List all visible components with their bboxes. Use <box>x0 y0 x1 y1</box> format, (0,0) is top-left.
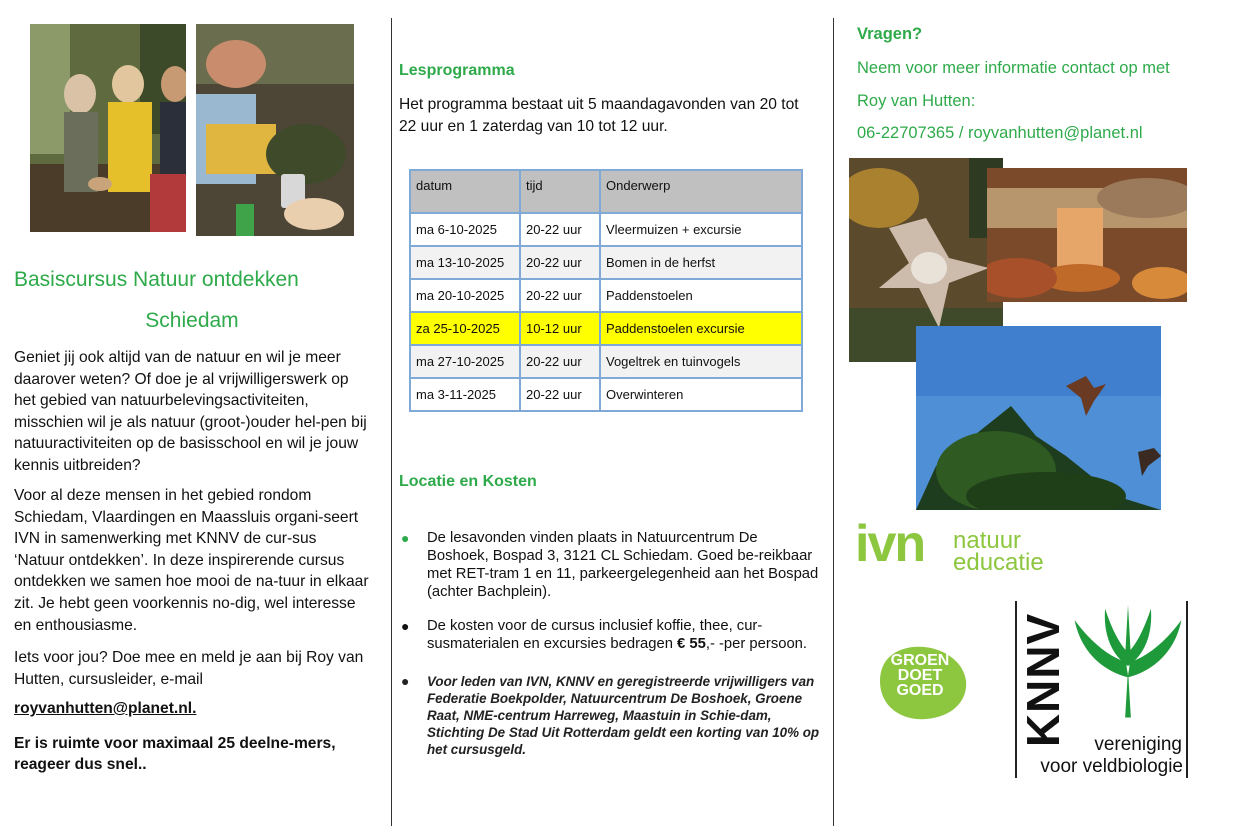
signup-email-link[interactable]: royvanhutten@planet.nl. <box>14 700 197 717</box>
row-time: 20-22 uur <box>520 345 600 378</box>
schedule-table <box>409 169 803 412</box>
knnv-tagline2: voor veldbiologie <box>1040 756 1183 777</box>
program-intro: Het programma bestaat uit 5 maandagavonden van 20 tot 22 uur en 1 zaterdag van 10 tot 12 uur. <box>399 96 799 135</box>
row-time: 20-22 uur <box>520 378 600 411</box>
list-item <box>399 617 821 653</box>
row-subject: Vleermuizen + excursie <box>600 213 802 246</box>
cost-price: € 55 <box>677 636 706 652</box>
row-subject: Vogeltrek en tuinvogels <box>600 345 802 378</box>
capacity-notice: Er is ruimte voor maximaal 25 deelne-mers, reageer dus snel.. <box>14 735 336 773</box>
table-row <box>410 378 802 411</box>
knnv-logo <box>1015 601 1188 778</box>
program-heading: Lesprogramma <box>399 62 515 79</box>
row-subject: Paddenstoelen excursie <box>600 312 802 345</box>
photo-group-mushrooms <box>30 24 186 232</box>
photo-flying-bats <box>916 326 1161 510</box>
bullet-dot-icon: ● <box>401 673 410 689</box>
groen-doet-goed-logo <box>872 641 968 721</box>
discount-suffix: op het cursusgeld. <box>427 725 820 757</box>
location-heading: Locatie en Kosten <box>399 473 537 490</box>
questions-heading: Vragen? <box>857 25 923 43</box>
row-date: ma 27-10-2025 <box>410 345 520 378</box>
knnv-plant-icon <box>1069 603 1187 727</box>
intro-paragraph: Geniet jij ook altijd van de natuur en wil je meer daarover weten? Of doe je al vrijwilligerswerk op het gebied van natuurbelevingsactiviteiten, misschien wil je als natuur (groot-)ouder hel-pen bij natuuractiviteiten op de basisschool en wil je jouw kennis uitbreiden? <box>14 349 367 474</box>
row-subject: Overwinteren <box>600 378 802 411</box>
ivn-logo <box>855 516 1067 576</box>
row-time: 20-22 uur <box>520 246 600 279</box>
location-text: De lesavonden vinden plaats in Natuurcentrum De Boshoek, Bospad 3, 3121 CL Schiedam. Goed be-reikbaar met RET-tram 1 en 11, parkeergelegenheid aan het Bospad (achter Bachplein). <box>427 530 819 600</box>
contact-line3[interactable]: 06-22707365 / royvanhutten@planet.nl <box>857 124 1143 142</box>
header-time: tijd <box>520 170 600 213</box>
ivn-mark: ivn <box>855 515 925 573</box>
audience-paragraph: Voor al deze mensen in het gebied rondom Schiedam, Vlaardingen en Maassluis organi-seert IVN in samenwerking met KNNV de cur-sus ‘Natuur ontdekken’. In deze inspirerende cursus ontdekken we samen hoe mooi de na-tuur in elkaar zit. Je hebt geen voorkennis no-dig, wel interesse en enthousiasme. <box>14 487 369 634</box>
knnv-tagline1: vereniging <box>1094 734 1182 755</box>
groen-logo-text: GROEN DOET GOED <box>890 652 950 699</box>
row-date: ma 6-10-2025 <box>410 213 520 246</box>
ivn-word-natuur: natuur <box>953 527 1022 554</box>
discount-text: Voor leden van IVN, KNNV en geregistreerde vrijwilligers van Federatie Boekpolder, Natuurcentrum De Boshoek, Groene Raat, NME-centrum Harreweg, Maastuin in Schie-dam, Stichting De Stad Uit Rotterdam geldt een korting van <box>427 674 815 740</box>
contact-line2: Roy van Hutten: <box>857 92 976 110</box>
table-row <box>410 213 802 246</box>
row-subject: Paddenstoelen <box>600 279 802 312</box>
row-date: ma 13-10-2025 <box>410 246 520 279</box>
cost-suffix: ,- -per persoon. <box>705 636 808 652</box>
signup-paragraph: Iets voor jou? Doe mee en meld je aan bij Roy van Hutten, cursusleider, e-mail <box>14 649 364 688</box>
header-date: datum <box>410 170 520 213</box>
column-divider-right <box>833 18 834 826</box>
ivn-word-educatie: educatie <box>953 549 1044 576</box>
table-row <box>410 246 802 279</box>
row-time: 10-12 uur <box>520 312 600 345</box>
bullet-dot-icon: ● <box>401 530 410 546</box>
location-cost-list <box>399 529 821 758</box>
photo-mushroom-phone <box>196 24 354 236</box>
row-date: ma 3-11-2025 <box>410 378 520 411</box>
photo-coral-fungus <box>987 168 1187 302</box>
course-title-line2: Schiedam <box>145 309 239 332</box>
column-divider-left <box>391 18 392 826</box>
schedule-header-row <box>410 170 802 213</box>
row-time: 20-22 uur <box>520 213 600 246</box>
table-row <box>410 345 802 378</box>
row-subject: Bomen in de herfst <box>600 246 802 279</box>
header-subject: Onderwerp <box>600 170 802 213</box>
row-time: 20-22 uur <box>520 279 600 312</box>
discount-percent: 10% <box>772 725 800 740</box>
table-row <box>410 279 802 312</box>
row-date: za 25-10-2025 <box>410 312 520 345</box>
course-title-line1: Basiscursus Natuur ontdekken <box>14 268 299 291</box>
knnv-letters-text: KNNV <box>1017 612 1069 748</box>
contact-line1: Neem voor meer informatie contact op met <box>857 59 1170 77</box>
bullet-dot-icon: ● <box>401 618 410 634</box>
knnv-letters <box>1017 605 1069 755</box>
list-item <box>399 529 821 601</box>
table-row-highlighted <box>410 312 802 345</box>
cost-text: De kosten voor de cursus inclusief koffie, thee, cur-susmaterialen en excursies bedragen <box>427 618 763 652</box>
list-item <box>399 673 821 758</box>
row-date: ma 20-10-2025 <box>410 279 520 312</box>
